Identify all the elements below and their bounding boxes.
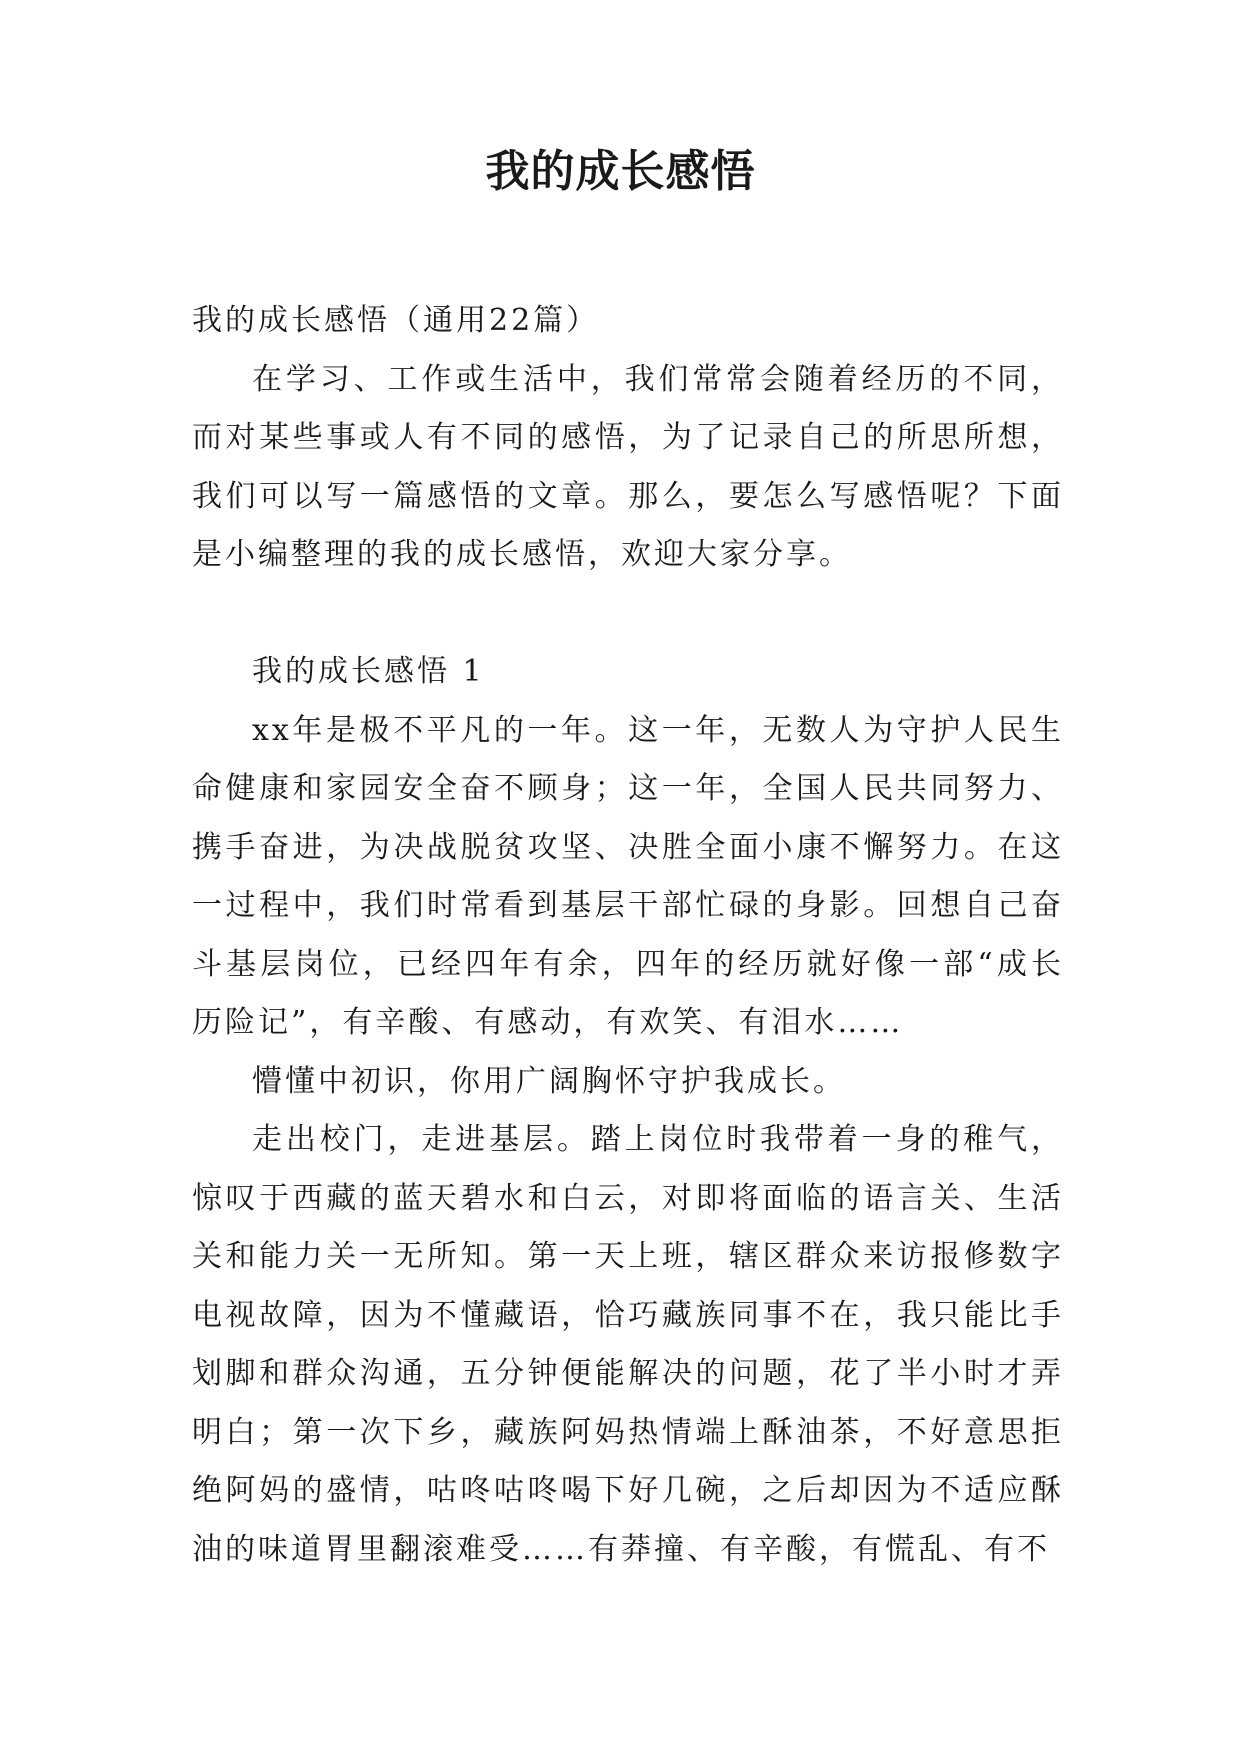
document-title: 我的成长感悟: [485, 146, 756, 197]
body-paragraph: xx年是极不平凡的一年。这一年，无数人为守护人民生命健康和家园安全奋不顾身；这一年，全国人民共同努力、携手奋进，为决战脱贫攻坚、决胜全面小康不懈努力。在这一过程中，我们时常看到基层干部忙碌的身影。回想自己奋斗基层岗位，已经四年有余，四年的经历就好像一部“成长历险记”，有辛酸、有感动，有欢笑、有泪水……: [192, 712, 1064, 1040]
intro-paragraph: 在学习、工作或生活中，我们常常会随着经历的不同，而对某些事或人有不同的感悟，为了记录自己的所思所想，我们可以写一篇感悟的文章。那么，要怎么写感悟呢？下面是小编整理的我的成长感悟，欢迎大家分享。: [192, 361, 1064, 572]
section-heading: 我的成长感悟 1: [252, 654, 485, 689]
document-subtitle: 我的成长感悟（通用22篇）: [192, 303, 600, 338]
document-body: [192, 292, 1064, 1579]
body-paragraph: 懵懂中初识，你用广阔胸怀守护我成长。: [252, 1063, 846, 1099]
body-paragraph: 走出校门，走进基层。踏上岗位时我带着一身的稚气，惊叹于西藏的蓝天碧水和白云，对即将面临的语言关、生活关和能力关一无所知。第一天上班，辖区群众来访报修数字电视故障，因为不懂藏语，恰巧藏族同事不在，我只能比手划脚和群众沟通，五分钟便能解决的问题，花了半小时才弄明白；第一次下乡，藏族阿妈热情端上酥油茶，不好意思拒绝阿妈的盛情，咕咚咕咚喝下好几碗，之后却因为不适应酥油的味道胃里翻滚难受……有莽撞、有辛酸，有慌乱、有不: [192, 1122, 1064, 1567]
